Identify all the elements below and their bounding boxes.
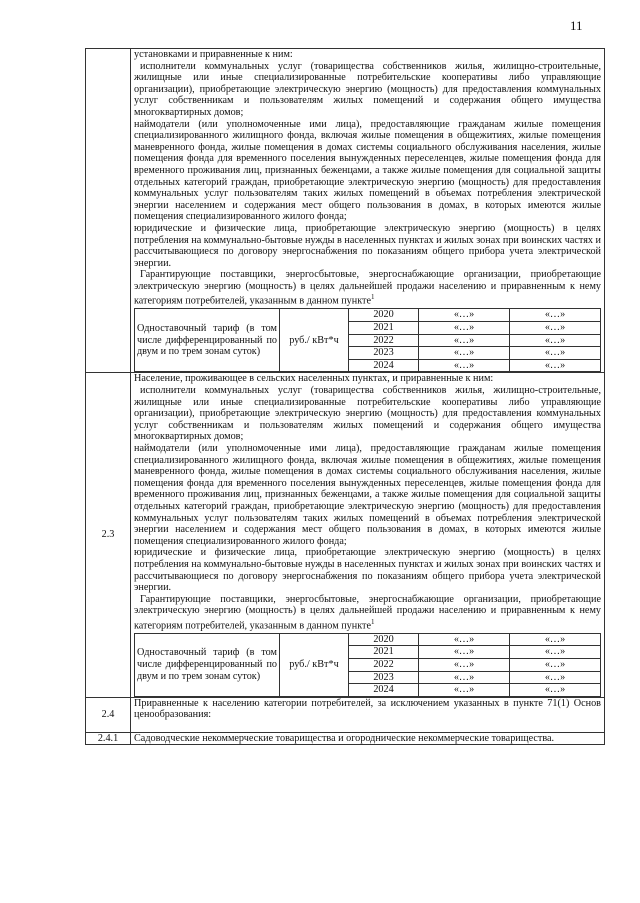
footnote-mark: 1 [370, 293, 375, 302]
tariff-value-1: «…» [419, 633, 510, 646]
tariff-value-2: «…» [510, 646, 601, 659]
tariff-description: Одноставочный тариф (в том числе дифференцированный по двум и по трем зонам суток) [135, 309, 280, 372]
row-number-cell: 2.4 [86, 697, 131, 732]
tariff-year: 2022 [349, 659, 419, 672]
tariff-unit: руб./ кВт*ч [280, 633, 349, 696]
tariff-year: 2024 [349, 359, 419, 372]
row-content-cell: Приравненные к населению категории потребителей, за исключением указанных в пункте 71(1) Основ ценообразования: [131, 697, 605, 732]
tariff-value-2: «…» [510, 334, 601, 347]
tariff-value-1: «…» [419, 334, 510, 347]
page-number: 11 [570, 18, 583, 33]
paragraph: юридические и физические лица, приобретающие электрическую энергию (мощность) в целях потребления на коммунально-бытовые нужды в населенных пунктах и жилых зонах при воинских частях и рассчитывающиеся по договору энергоснабжения по показаниям общего прибора учета электрической энергии. [134, 547, 601, 594]
tariff-value-1: «…» [419, 322, 510, 335]
tariff-value-1: «…» [419, 347, 510, 360]
tariff-unit: руб./ кВт*ч [280, 309, 349, 372]
row-content-cell: Садоводческие некоммерческие товарищества и огороднические некоммерческие товарищества. [131, 732, 605, 745]
tariff-subtable [134, 308, 601, 372]
paragraph: юридические и физические лица, приобретающие электрическую энергию (мощность) в целях потребления на коммунально-бытовые нужды в населенных пунктах и жилых зонах при воинских частях и рассчитывающиеся по договору энергоснабжения по показаниям общего прибора учета электрической энергии. [134, 222, 601, 269]
tariff-value-2: «…» [510, 359, 601, 372]
table-row-2-4-1 [86, 732, 605, 745]
table-row-2-3 [86, 373, 605, 697]
paragraph-text: Гарантирующие поставщики, энергосбытовые, энергоснабжающие организации, приобретающие электрическую энергию (мощность) в целях дальнейшей продажи населению и приравненным к нему категориям потребителей, указанным в данном пункте [134, 269, 601, 307]
tariff-value-1: «…» [419, 309, 510, 322]
paragraph: наймодатели (или уполномоченные ими лица), предоставляющие гражданам жилые помещения специализированного жилищного фонда, включая жилые помещения в общежитиях, жилые помещения маневренного фонда, жилые помещения в домах системы социального обслуживания населения, жилые помещения фонда для временного поселения вынужденных переселенцев, жилые помещения фонда для временного проживания лиц, признанных беженцами, а также жилые помещения для социальной защиты отдельных категорий граждан, приобретающие электрическую энергию (мощность) для предоставления коммунальных услуг пользователям таких жилых помещений в объемах потребления электрической энергии населением и содержания мест общего пользования в домах, в которых имеются жилые помещения специализированного жилого фонда; [134, 442, 601, 547]
tariff-document-table [85, 48, 605, 745]
tariff-value-2: «…» [510, 684, 601, 697]
tariff-year: 2023 [349, 671, 419, 684]
tariff-row [135, 309, 601, 322]
tariff-year: 2024 [349, 684, 419, 697]
row-number-cell [86, 49, 131, 373]
paragraph: Население, проживающее в сельских населенных пунктах, и приравненные к ним: [134, 373, 494, 385]
tariff-subtable [134, 633, 601, 697]
row-content-cell [131, 373, 605, 697]
tariff-value-2: «…» [510, 309, 601, 322]
paragraph: наймодатели (или уполномоченные ими лица), предоставляющие гражданам жилые помещения специализированного жилищного фонда, включая жилые помещения в общежитиях, жилые помещения маневренного фонда, жилые помещения в домах системы социального обслуживания населения, жилые помещения фонда для временного поселения вынужденных переселенцев, жилые помещения фонда для временного проживания лиц, признанных беженцами, а также жилые помещения для социальной защиты отдельных категорий граждан, приобретающие электрическую энергию (мощность) для предоставления коммунальных услуг пользователям таких жилых помещений в объемах потребления электрической энергии населением и содержания мест общего пользования в домах, в которых имеются жилые помещения специализированного жилого фонда; [134, 118, 601, 223]
tariff-year: 2020 [349, 309, 419, 322]
paragraph: установками и приравненные к ним: [134, 49, 293, 60]
tariff-year: 2021 [349, 322, 419, 335]
tariff-value-1: «…» [419, 359, 510, 372]
row-number-cell: 2.4.1 [86, 732, 131, 745]
tariff-value-1: «…» [419, 659, 510, 672]
tariff-value-2: «…» [510, 633, 601, 646]
tariff-value-2: «…» [510, 671, 601, 684]
tariff-value-2: «…» [510, 347, 601, 360]
tariff-year: 2023 [349, 347, 419, 360]
footnote-mark: 1 [370, 617, 375, 626]
tariff-description: Одноставочный тариф (в том числе дифференцированный по двум и по трем зонам суток) [135, 633, 280, 696]
table-row-2-4 [86, 697, 605, 732]
paragraph: исполнители коммунальных услуг (товарищества собственников жилья, жилищно-строительные, жилищные или иные специализированные потребительские кооперативы либо управляющие организации), приобретающие электрическую энергию (мощность) для предоставления коммунальных услуг собственникам и пользователям жилых помещений и содержания общего имущества многоквартирных домов; [134, 60, 601, 118]
tariff-year: 2020 [349, 633, 419, 646]
paragraph [134, 269, 601, 307]
tariff-year: 2021 [349, 646, 419, 659]
tariff-value-1: «…» [419, 671, 510, 684]
row-number-cell: 2.3 [86, 373, 131, 697]
tariff-row [135, 633, 601, 646]
table-row-continuation [86, 49, 605, 373]
row-content-cell [131, 49, 605, 373]
tariff-value-1: «…» [419, 684, 510, 697]
tariff-value-2: «…» [510, 659, 601, 672]
tariff-value-1: «…» [419, 646, 510, 659]
paragraph [134, 594, 601, 632]
tariff-value-2: «…» [510, 322, 601, 335]
paragraph-text: Гарантирующие поставщики, энергосбытовые, энергоснабжающие организации, приобретающие электрическую энергию (мощность) в целях дальнейшей продажи населению и приравненным к нему категориям потребителей, указанным в данном пункте [134, 593, 601, 632]
paragraph: исполнители коммунальных услуг (товарищества собственников жилья, жилищно-строительные, жилищные или иные специализированные потребительские кооперативы либо управляющие организации), приобретающие электрическую энергию (мощность) для предоставления коммунальных услуг собственникам и пользователям жилых помещений и содержания общего имущества многоквартирных домов; [134, 385, 601, 443]
tariff-year: 2022 [349, 334, 419, 347]
